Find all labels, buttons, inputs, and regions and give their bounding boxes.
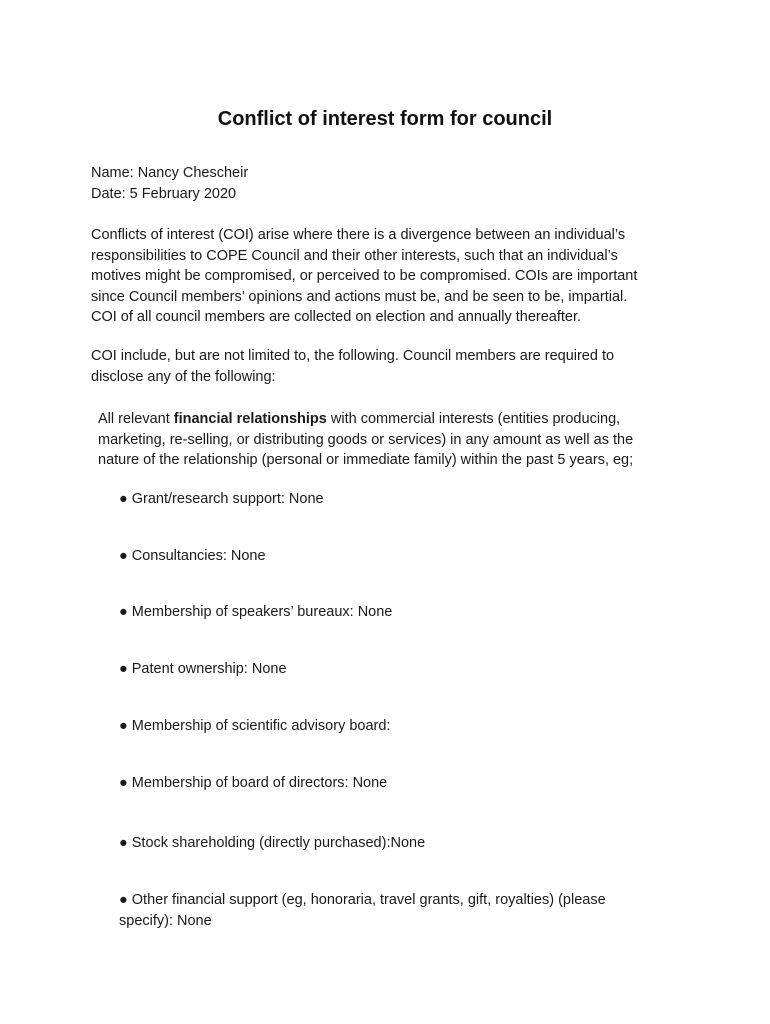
paragraph-prefix: All relevant [98,411,174,427]
name-line: Name: Nancy Chescheir [91,165,249,181]
list-item-text: Membership of speakers’ bureaux: None [131,604,393,620]
list-item [119,602,679,623]
paragraph-line: nature of the relationship (personal or immediate family) within the past 5 years, eg; [98,452,634,468]
coi-scope-paragraph [91,346,691,387]
paragraph-line [98,409,698,430]
paragraph-line: motives might be compromised, or perceived to be compromised. COIs are important [91,268,638,284]
bullet-icon: ● [119,661,128,677]
paragraph-line: responsibilities to COPE Council and their other interests, such that an individual’s [91,247,618,264]
paragraph-line-rest: with commercial interests (entities producing, [326,411,621,427]
date-line: Date: 5 February 2020 [91,186,237,202]
bullet-icon: ● [119,491,128,507]
paragraph-line: COI of all council members are collected on election and annually thereafter. [91,309,582,325]
list-item-text: Grant/research support: None [131,491,324,507]
paragraph-line: since Council members’ opinions and actions must be, and be seen to be, impartial. [91,288,628,305]
list-item [119,489,679,510]
list-item-text: Consultancies: None [131,548,266,564]
list-item-line [119,890,679,911]
bullet-icon: ● [119,604,128,620]
paragraph-line: marketing, re-selling, or distributing goods or services) in any amount as well as the [98,431,634,448]
financial-relationships-emphasis: financial relationships [173,411,327,427]
coi-definition-paragraph [91,225,691,328]
list-item [119,890,679,932]
list-item [119,833,679,854]
list-item-text: Membership of board of directors: None [131,775,388,791]
document-title: Conflict of interest form for council [217,108,553,130]
list-item-text: Other financial support (eg, honoraria, travel grants, gift, royalties) (please [131,892,606,908]
paragraph-line: Conflicts of interest (COI) arise where there is a divergence between an individual’s [91,227,626,243]
document-meta [91,163,248,205]
list-item [119,546,679,567]
bullet-icon: ● [119,835,128,851]
list-item [119,659,679,680]
list-item-line: specify): None [119,913,212,929]
list-item [119,773,679,794]
bullet-icon: ● [119,892,128,908]
financial-relationships-paragraph [98,409,698,471]
bullet-icon: ● [119,775,128,791]
list-item-text: Stock shareholding (directly purchased):None [131,835,426,851]
bullet-icon: ● [119,548,128,564]
bullet-icon: ● [119,718,128,734]
paragraph-line: disclose any of the following: [91,368,276,385]
list-item [119,716,679,737]
list-item-text: Membership of scientific advisory board: [131,718,391,734]
list-item-text: Patent ownership: None [131,661,287,677]
paragraph-line: COI include, but are not limited to, the following. Council members are required to [91,348,615,364]
